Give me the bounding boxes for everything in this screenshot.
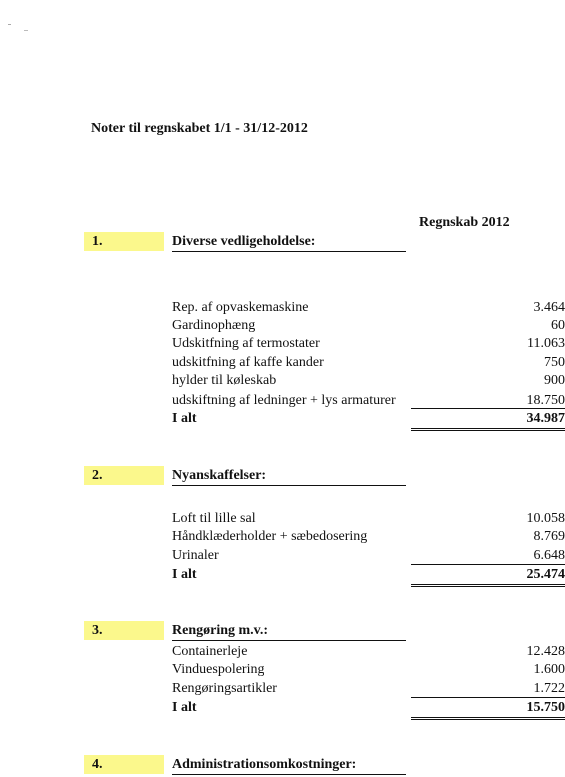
table-row bbox=[172, 299, 565, 317]
total-row bbox=[172, 566, 565, 584]
page-title: Noter til regnskabet 1/1 - 31/12-2012 bbox=[91, 121, 308, 136]
total-row bbox=[172, 410, 565, 428]
row-value: 900 bbox=[544, 373, 565, 388]
row-label: udskiftning af ledninger + lys armaturer bbox=[172, 393, 396, 408]
row-value: 6.648 bbox=[533, 548, 565, 563]
row-value: 60 bbox=[551, 318, 565, 333]
total-label: I alt bbox=[172, 567, 197, 582]
row-label: Vinduespolering bbox=[172, 662, 265, 677]
row-label: Containerleje bbox=[172, 644, 248, 659]
row-value: 12.428 bbox=[526, 644, 565, 659]
row-value: 11.063 bbox=[527, 336, 565, 351]
section-title: Diverse vedligeholdelse: bbox=[172, 232, 406, 252]
total-label: I alt bbox=[172, 700, 197, 715]
total-underline bbox=[411, 586, 565, 587]
row-label: Rengøringsartikler bbox=[172, 681, 277, 696]
row-label: Gardinophæng bbox=[172, 318, 256, 333]
row-label: udskitfning af kaffe kander bbox=[172, 355, 324, 370]
row-label: Håndklæderholder + sæbedosering bbox=[172, 529, 368, 544]
section-number: 1. bbox=[84, 232, 164, 251]
total-underline bbox=[411, 430, 565, 431]
table-row bbox=[172, 547, 565, 565]
subtotal-line bbox=[411, 697, 565, 698]
section-number: 3. bbox=[84, 621, 164, 640]
total-value: 25.474 bbox=[526, 567, 565, 582]
row-value: 3.464 bbox=[533, 300, 565, 315]
table-row bbox=[172, 372, 565, 390]
total-row bbox=[172, 699, 565, 717]
section-number: 2. bbox=[84, 466, 164, 485]
column-header: Regnskab 2012 bbox=[419, 215, 510, 230]
table-row bbox=[172, 643, 565, 661]
subtotal-line bbox=[411, 408, 565, 409]
table-row bbox=[172, 661, 565, 679]
row-label: Rep. af opvaskemaskine bbox=[172, 300, 309, 315]
row-label: Loft til lille sal bbox=[172, 511, 256, 526]
subtotal-line bbox=[411, 564, 565, 565]
section-number: 4. bbox=[84, 755, 164, 774]
section-title: Rengøring m.v.: bbox=[172, 621, 406, 641]
total-value: 15.750 bbox=[526, 700, 565, 715]
total-underline bbox=[411, 428, 565, 429]
total-underline bbox=[411, 719, 565, 720]
total-underline bbox=[411, 717, 565, 718]
row-label: Urinaler bbox=[172, 548, 219, 563]
table-row bbox=[172, 528, 565, 546]
table-row bbox=[172, 335, 565, 353]
row-label: hylder til køleskab bbox=[172, 373, 277, 388]
row-label: Udskitfning af termostater bbox=[172, 336, 320, 351]
table-row bbox=[172, 317, 565, 335]
table-row bbox=[172, 510, 565, 528]
total-label: I alt bbox=[172, 411, 197, 426]
total-underline bbox=[411, 584, 565, 585]
scan-mark bbox=[8, 24, 11, 25]
table-row bbox=[172, 680, 565, 698]
table-row bbox=[172, 354, 565, 372]
scan-mark bbox=[24, 30, 28, 31]
section-title: Administrationsomkostninger: bbox=[172, 755, 406, 775]
row-value: 8.769 bbox=[533, 529, 565, 544]
row-value: 750 bbox=[544, 355, 565, 370]
section-title: Nyanskaffelser: bbox=[172, 466, 406, 486]
row-value: 10.058 bbox=[526, 511, 565, 526]
row-value: 1.722 bbox=[533, 681, 565, 696]
row-value: 18.750 bbox=[526, 393, 565, 408]
total-value: 34.987 bbox=[526, 411, 565, 426]
row-value: 1.600 bbox=[533, 662, 565, 677]
